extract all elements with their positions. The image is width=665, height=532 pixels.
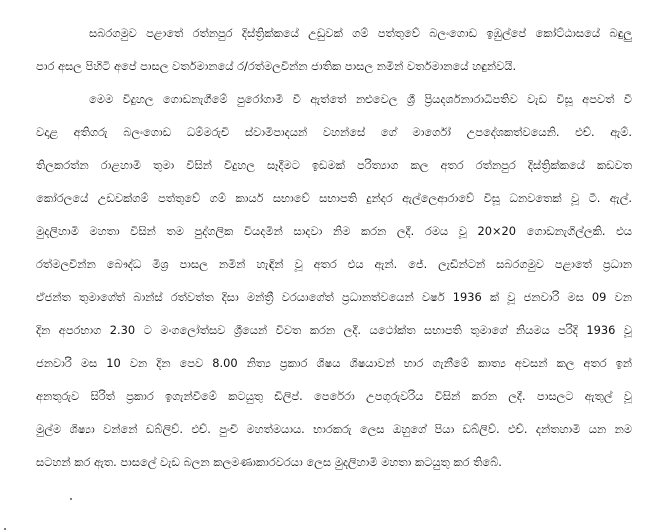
paragraph-1-line-2: පාර අසල පිහිටි අපේ පාසල වර්තමානයේ ර/රත්මලවින්න ජාතික පාසල නමින් වර්තමානයේ හඳුන්වයි.: [36, 59, 517, 73]
paragraph-2-line-10: අනතුරුව සිරිත් ප්‍රකාර ඉගැන්වීමේ කටයුතු ඩිලිප්. පෙරේරා උපගුරුවරිය විසින් කරන ලදී. පාසලට ඇතුල් වූ: [36, 389, 632, 403]
paragraph-2-line-2: වදාළ අතිගරු බලංගොඩ ධම්මරුචි ස්වාමිපාදයන් වහන්සේ ගේ මාර්ගෝ උපදේශකත්වයෙනි. එච්. ඇම්.: [36, 125, 632, 139]
paragraph-2-line-8: දින අපරභාග 2.30 ට මංගලෝත්සව ශ්‍රීයෙන් විවත කරන ලදී. යථෝක්ත සභාපති තුමාගේ නියමය පරිදි 1936 වූ: [36, 323, 632, 337]
paragraph-1-line-1: සබරගමුව පළාතේ රත්නපුර දිස්ත්‍රික්කයේ උඩුවක් ගම් පත්තුවේ බලංගොඩ ඉඹුල්පේ කෝට්ඨාසයේ බඳුලු: [89, 26, 632, 40]
paragraph-2-line-9: ජනවාරි මස 10 වන දින පෙව 8.00 නිත්‍ය ප්‍රකාර ශිෂය ශිෂයාවන් භාර ගැනීමේ කාත්‍ය අවසන් කල අතර ඉන්: [36, 356, 632, 370]
paragraph-2-line-12: සටහන් කර ඇත. පාසලේ වැඩ බලන කලමණාකාරවරයා ලෙස මුදලිහාමි මහතා කටයුතු කර තිබේ.: [36, 455, 502, 469]
paragraph-2-line-11: මුල්ම ශිෂ්‍යා වන්නේ ඩබ්ලිව්. එච්. පුංචි මහත්මයාය. භාරකරු ලෙස ඔහුගේ පියා ඩබ්ලිව්. එච්. දන්තහාමි යන නම: [36, 422, 632, 436]
paragraph-2-line-7: ඒජන්ත තුමාගේත් බාන්ස් රත්වත්ත දිසා මන්ත්‍රී වරයාගේත් ප්‍රධානත්වයෙන් වර්ෂ 1936 ක් වූ ජනවාරි මස 09 වන: [36, 290, 632, 304]
stray-mark: [70, 498, 72, 500]
paragraph-2-line-4: කෝරලයේ උඩවක්ගම් පත්තුවේ ගම් කාර්ය සභාවේ සභාපති දුන්දර ඇල්ලෙආරාවේ විසූ ධනවතෙක් වූ ටී. ඇල්.: [36, 191, 632, 205]
paragraph-2-line-6: රත්මලවින්න බෞද්ධ මිශ්‍ර පාසල නමින් හැඳින් වූ අතර එය ඇන්. ජේ. ලැඩින්ටන් සබරගමුව පළාතේ ප්‍රධාන: [36, 257, 632, 271]
paragraph-2-line-5: මුදලිහාමි මහතා විසින් තම පුද්ගලික වියදමින් සාදවා නිම කරන ලදී. රමය වූ 20×20 ගොඩනැගිල්ලකි. එය: [36, 224, 632, 238]
paragraph-2-line-1: මෙම විදුහල ගොඩනැගීමේ පුරෝගාමී වී ඇත්තේ නළුවෙල ශ්‍රී ප්‍රියදර්ශනාරාධිපතිව වැඩ විසූ අපවත් වී: [89, 92, 632, 106]
paragraph-2-line-3: තිලකරත්න රාළහාමි තුමා විසින් විදුහල සෑදීමට ඉඩමක් පරිත්‍යාග කල අතර රත්නපුර දිස්ත්‍රික්කයේ කඩවත: [36, 158, 632, 172]
stray-mark: [4, 528, 6, 530]
